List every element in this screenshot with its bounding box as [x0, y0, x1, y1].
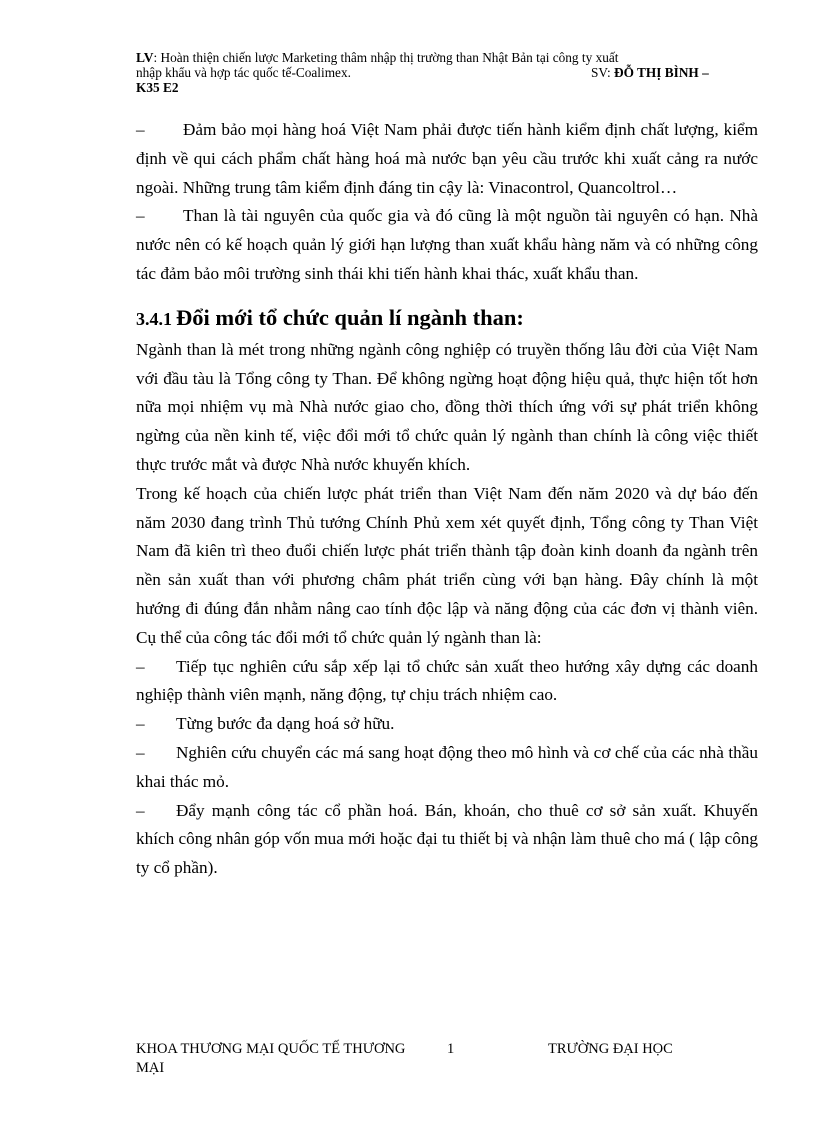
header-title-row-2 — [136, 65, 748, 80]
list-item — [136, 653, 758, 711]
page-number: 1 — [447, 1041, 455, 1057]
paragraph-text: Đảm bảo mọi hàng hoá Việt Nam phải được tiến hành kiểm định chất lượng, kiểm định về qui cách phẩm chất hàng hoá mà nước bạn yêu cầu trước khi xuất cảng ra nước ngoài. Những trung tâm kiểm định đáng tin cậy là: Vinacontrol, Quancoltrol… — [136, 120, 758, 197]
list-item-text: Đẩy mạnh công tác cổ phần hoá. Bán, khoán, cho thuê cơ sở sản xuất. Khuyến khích công nhân góp vốn mua mới hoặc đại tu thiết bị và nhận làm thuê cho má ( lập công ty cổ phần). — [136, 800, 758, 878]
paragraph-industry: Ngành than là mét trong những ngành công nghiệp có truyền thống lâu đời của Việt Nam với đầu tàu là Tổng công ty Than. Để không ngừng hoạt động hiệu quả, thực hiện tốt hơn nữa mọi nhiệm vụ mà Nhà nước giao cho, đồng thời thích ứng với sự phát triển không ngừng của nền kinh tế, việc đổi mới tổ chức quản lý ngành than chính là công việc thiết thực trước mắt và được Nhà nước khuyến khích. — [136, 339, 758, 474]
lv-tag: LV — [136, 50, 154, 65]
list-item-text: Từng bước đa dạng hoá sở hữu. — [176, 714, 395, 734]
section-title: Đổi mới tổ chức quản lí ngành than: — [176, 304, 524, 330]
thesis-title-line-2: nhập khẩu và hợp tác quốc tế-Coalimex. — [136, 65, 351, 80]
list-item-text: Tiếp tục nghiên cứu sắp xếp lại tổ chức sản xuất theo hướng xây dựng các doanh nghiệp thành viên mạnh, năng động, tự chịu trách nhiệm cao. — [136, 656, 758, 705]
page-header — [136, 50, 748, 95]
footer-faculty: KHOA THƯƠNG MẠI QUỐC TẾ THƯƠNG MẠI — [136, 1041, 406, 1076]
dash-marker: – — [136, 206, 145, 226]
header-title-row-1 — [136, 50, 748, 65]
class-code: K35 E2 — [136, 80, 179, 95]
section-heading — [136, 303, 758, 334]
student-name: ĐỖ THỊ BÌNH – — [614, 65, 709, 80]
dash-marker: – — [136, 120, 145, 139]
paragraph-text: Than là tài nguyên của quốc gia và đó cũng là một nguồn tài nguyên có hạn. Nhà nước nên có kế hoạch quản lý giới hạn lượng than xuất khẩu hàng năm và có những công tác đảm bảo môi trường sinh thái khi tiến hành khai thác, xuất khẩu than. — [136, 206, 758, 283]
list-item-text: Nghiên cứu chuyển các má sang hoạt động theo mô hình và cơ chế của các nhà thầu khai thác mỏ. — [136, 742, 758, 791]
thesis-title-line-1: : Hoàn thiện chiến lược Marketing thâm nhập thị trường than Nhật Bản tại công ty xuất — [153, 50, 619, 65]
list-item — [136, 710, 758, 739]
paragraph-resource — [136, 202, 758, 288]
footer-university: TRƯỜNG ĐẠI HỌC — [548, 1041, 673, 1057]
dash-marker: – — [136, 742, 145, 762]
list-item — [136, 739, 758, 797]
student-label: SV: — [591, 65, 615, 80]
dash-marker: – — [136, 656, 145, 676]
paragraph-strategy: Trong kế hoạch của chiến lược phát triển than Việt Nam đến năm 2020 và dự báo đến năm 2030 đang trình Thủ tướng Chính Phủ xem xét quyết định, Tổng công ty Than Việt Nam đã kiên trì theo đuổi chiến lược phát triển thành tập đoàn kinh doanh đa ngành trên nền sản xuất than với phương châm phát triển cùng với bạn hàng. Đây chính là một hướng đi đúng đắn nhằm nâng cao tính độc lập và năng động của các đơn vị thành viên. Cụ thể của công tác đổi mới tổ chức quản lý ngành than là: — [136, 483, 758, 647]
list-item — [136, 797, 758, 883]
student-info — [591, 65, 709, 80]
dash-marker: – — [136, 714, 145, 734]
dash-marker: – — [136, 800, 145, 820]
paragraph-inspection — [136, 116, 758, 202]
document-body — [136, 116, 758, 883]
section-number: 3.4.1 — [136, 308, 172, 329]
